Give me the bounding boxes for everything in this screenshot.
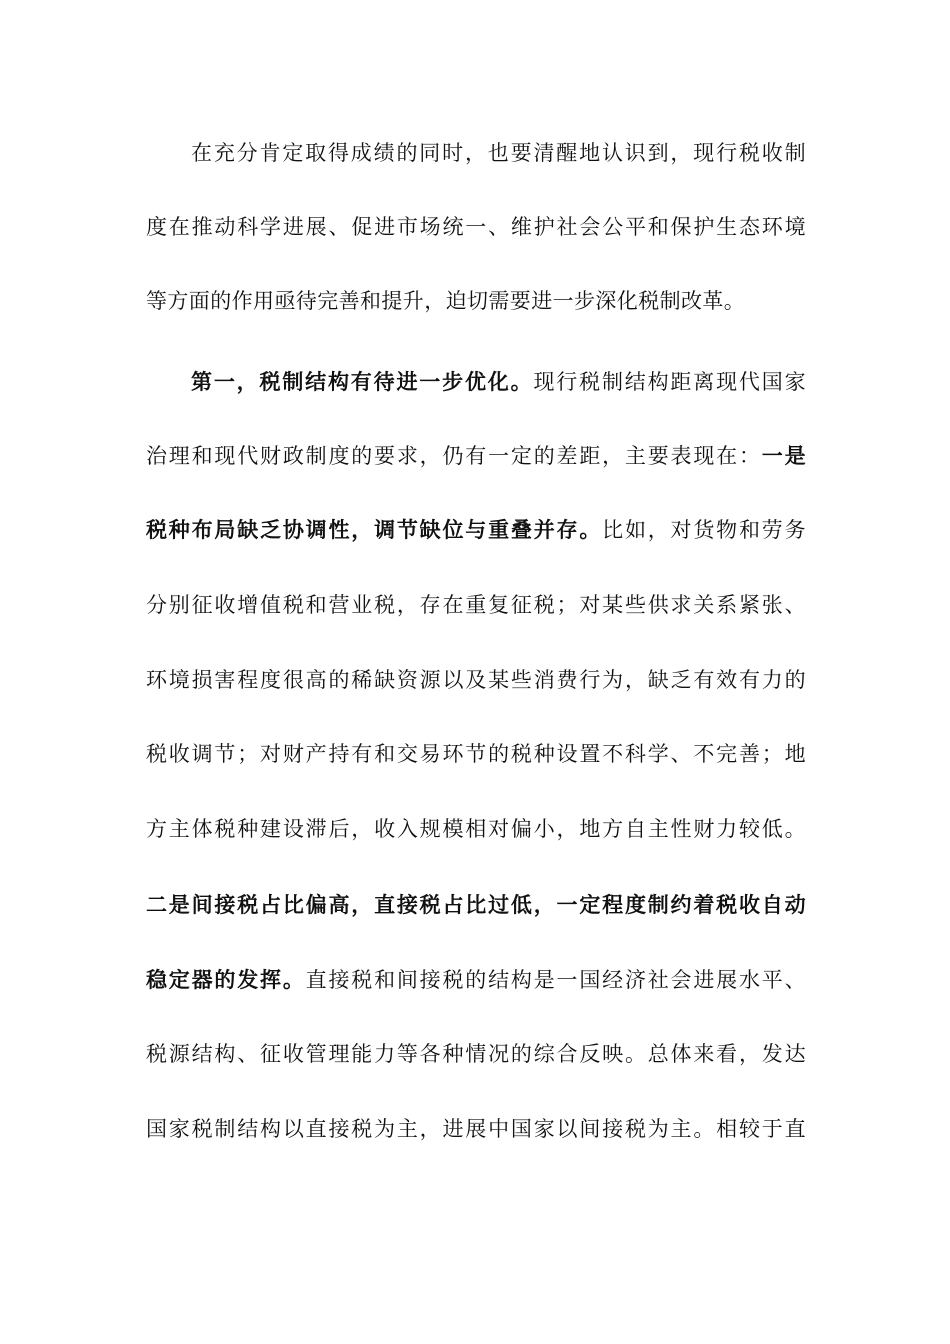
text-segment: 在充分肯定取得成绩的同时，也要清醒地认识到，现行税收制 [191, 141, 806, 165]
text-segment: 方主体税种建设滞后，收入规模相对偏小，地方自主性财力较低。 [146, 817, 806, 841]
text-segment: 治理和现代财政制度的要求，仍有一定的差距，主要表现在： [146, 444, 762, 468]
text-segment: 度在推动科学进展、促进市场统一、维护社会公平和保护生态环境 [146, 215, 806, 239]
text-line-5 [146, 436, 806, 476]
text-line-9 [146, 734, 806, 774]
text-line-7 [146, 585, 806, 625]
text-line-11 [146, 885, 806, 925]
bold-segment: 一是 [761, 444, 806, 468]
text-line-1 [191, 133, 806, 173]
text-line-6 [146, 510, 806, 550]
text-line-12 [146, 960, 806, 1000]
text-segment: 直接税和间接税的结构是一国经济社会进展水平、 [305, 968, 806, 992]
text-line-4 [191, 362, 806, 402]
text-segment: 等方面的作用亟待完善和提升，迫切需要进一步深化税制改革。 [146, 289, 746, 313]
bold-segment: 二是间接税占比偏高，直接税占比过低，一定程度制约着税收自动 [146, 893, 806, 917]
text-line-13 [146, 1034, 806, 1074]
text-segment: 税收调节；对财产持有和交易环节的税种设置不科学、不完善；地 [146, 742, 806, 766]
text-segment: 税源结构、征收管理能力等各种情况的综合反映。总体来看，发达 [146, 1042, 806, 1066]
text-line-2 [146, 207, 806, 247]
text-line-10 [146, 809, 806, 849]
text-line-8 [146, 660, 806, 700]
text-segment: 比如，对货物和劳务 [602, 518, 806, 542]
text-line-3 [146, 281, 806, 321]
text-line-14 [146, 1109, 806, 1149]
text-segment: 环境损害程度很高的稀缺资源以及某些消费行为，缺乏有效有力的 [146, 668, 806, 692]
bold-segment: 税种布局缺乏协调性，调节缺位与重叠并存。 [146, 518, 603, 542]
bold-segment: 稳定器的发挥。 [146, 968, 306, 992]
text-segment: 分别征收增值税和营业税，存在重复征税；对某些供求关系紧张、 [146, 593, 806, 617]
text-segment: 国家税制结构以直接税为主，进展中国家以间接税为主。相较于直 [146, 1117, 806, 1141]
text-segment: 现行税制结构距离现代国家 [533, 370, 806, 394]
bold-heading-segment: 第一，税制结构有待进一步优化。 [191, 370, 534, 394]
